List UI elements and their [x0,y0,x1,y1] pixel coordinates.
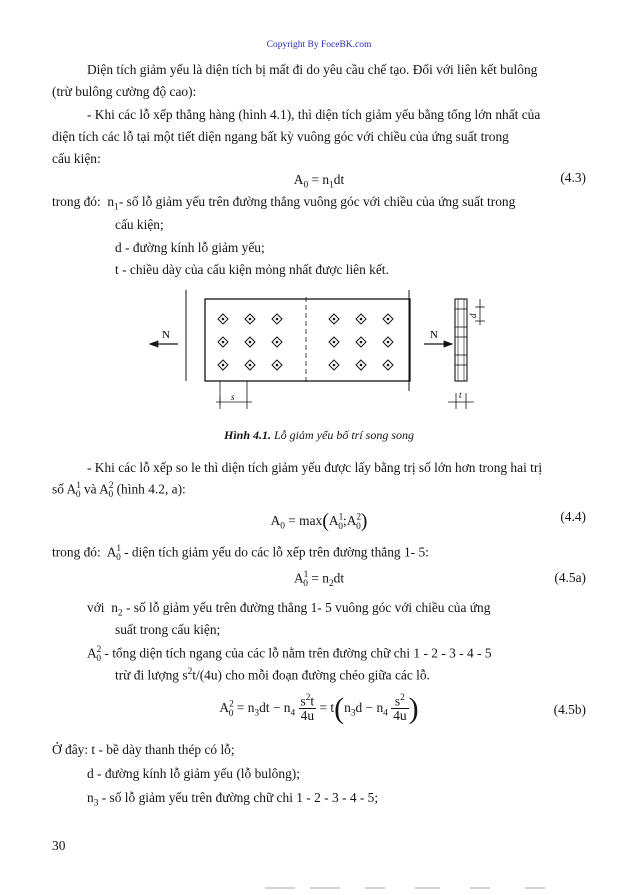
paragraph-line: - Khi các lỗ xếp thẳng hàng (hình 4.1), thì diện tích giảm yếu bằng tổng lớn nhất của [87,107,541,122]
text-fragment: số [52,481,64,497]
paragraph-line: cấu kiện: [52,151,101,166]
definition-line: t - chiều dày của cấu kiện mỏng nhất được liên kết. [115,262,389,277]
scan-artifacts [265,885,585,891]
copyright-notice: Copyright By FoceBK.com [266,40,372,50]
paragraph-line: - Khi các lỗ xếp so le thì diện tích giảm yếu được lấy bằng trị số lớn hơn trong hai trị [87,460,543,475]
definition-line: $n_3$ - số lỗ giảm yếu trên đường chữ chi 1 - 2 - 3 - 4 - 5; [87,790,379,809]
paragraph-line: diện tích các lỗ tại một tiết diện ngang bất kỳ vuông góc với chiều của ứng suất trong [52,129,509,144]
bolt-hole [218,360,228,370]
definition-text: - số lỗ giảm yếu trên đường thẳng vuông góc với chiều của ứng suất trong [118,194,516,209]
paragraph-line: (trừ bulông cường độ cao): [52,84,197,99]
definition-line: trừ đi lượng $s^2t/(4u)$ cho mỗi đoạn đường chéo giữa các lỗ. [115,667,430,683]
bolt-hole [218,314,228,324]
bolt-hole [383,360,393,370]
bolt-hole [356,360,366,370]
bolt-hole [329,360,339,370]
caption-text: Lỗ giảm yếu bố trí song song [274,428,415,442]
figure-caption [0,428,638,443]
bolt-hole [245,360,255,370]
equation-number: (4.4) [560,509,586,524]
definition-text: - tổng diện tích ngang của các lỗ nằm trên đường chữ chi 1 - 2 - 3 - 4 - 5 [104,645,492,661]
bolt-hole [245,337,255,347]
text-fragment: và [83,481,97,497]
equation-number: (4.5a) [554,570,586,585]
bolt-hole [383,337,393,347]
definition-line: trong đó: $A^1_0$ - diện tích giảm yếu do các lỗ xếp trên đường thẳng 1- 5: [52,544,429,564]
bolt-hole [356,314,366,324]
figure-4-1 [140,285,520,420]
paragraph-line: Diện tích giảm yếu là diện tích bị mất đi do yêu cầu chế tạo. Đối với liên kết bulông [87,62,538,77]
definition-text: - số lỗ giảm yếu trên đường thẳng 1- 5 vuông góc với chiều của ứng [125,600,491,615]
bolt-hole [272,360,282,370]
text-fragment: t/(4u) cho mỗi đoạn đường chéo giữa các lỗ. [192,667,430,683]
bolt-hole [329,314,339,324]
definition-line: trong đó: $n_1-$ số lỗ giảm yếu trên đường thẳng vuông góc với chiều của ứng suất trong [52,194,516,213]
equation-4-4: $A_0$ = $\max(A^1_0;A^2_0)$ [270,510,368,532]
equation-number: (4.3) [560,170,586,185]
equation-4-5a: $A^1_0 = n_2dt$ [293,570,345,590]
plate-outline [205,299,410,381]
bolt-hole [383,314,393,324]
bolt-holes [218,314,393,370]
definition-line: d - đường kính lỗ giảm yếu; [115,240,265,255]
bolt-hole [272,337,282,347]
text-fragment: trừ đi lượng s [115,667,188,683]
definition-text: - số lỗ giảm yếu trên đường chữ chi 1 - 2 - 3 - 4 - 5; [101,790,379,805]
definition-line: $A^2_0$ - tổng diện tích ngang của các lỗ nằm trên đường chữ chi 1 - 2 - 3 - 4 - 5 [87,645,492,665]
bolt-hole [272,314,282,324]
page-number: 30 [52,838,66,853]
label-n-right: N [430,329,438,341]
bolt-hole [356,337,366,347]
label-t: t [459,390,462,400]
bolt-hole [329,337,339,347]
definition-prefix: trong đó: [52,194,101,209]
definition-line: cấu kiện; [115,217,164,232]
paragraph-line: số $A^1_0$ và $A^2_0$ (hình 4.2, a): [52,481,186,501]
bolt-hole [245,314,255,324]
definition-prefix: với [87,600,105,615]
label-n-left: N [162,329,170,341]
caption-label: Hình 4.1. [223,428,271,442]
equation-number: (4.5b) [553,702,586,717]
equation-4-5b: $A^2_0 = n_3dt - n_4$ $\frac{s^2t}{4u}$ = $t(n_3d - n_4$ $\frac{s^2}{4u}$ ) [219,692,419,725]
definition-line: Ở đây: t - bề dày thanh thép có lỗ; [52,742,235,757]
definition-prefix: trong đó: [52,544,101,560]
section-view [455,299,467,381]
label-d: d [468,313,478,318]
definition-line: d - đường kính lỗ giảm yếu (lỗ bulông); [87,766,300,781]
definition-text: - diện tích giảm yếu do các lỗ xếp trên đường thẳng 1- 5: [124,544,429,560]
definition-line: suất trong cấu kiện; [115,622,221,637]
equation-4-3: $A_0 = n_1dt$ [293,172,345,191]
definition-line: với $n_2$ - số lỗ giảm yếu trên đường thẳng 1- 5 vuông góc với chiều của ứng [87,600,491,619]
label-s: s [231,392,235,402]
bolt-hole [218,337,228,347]
text-fragment: (hình 4.2, a): [116,481,186,497]
